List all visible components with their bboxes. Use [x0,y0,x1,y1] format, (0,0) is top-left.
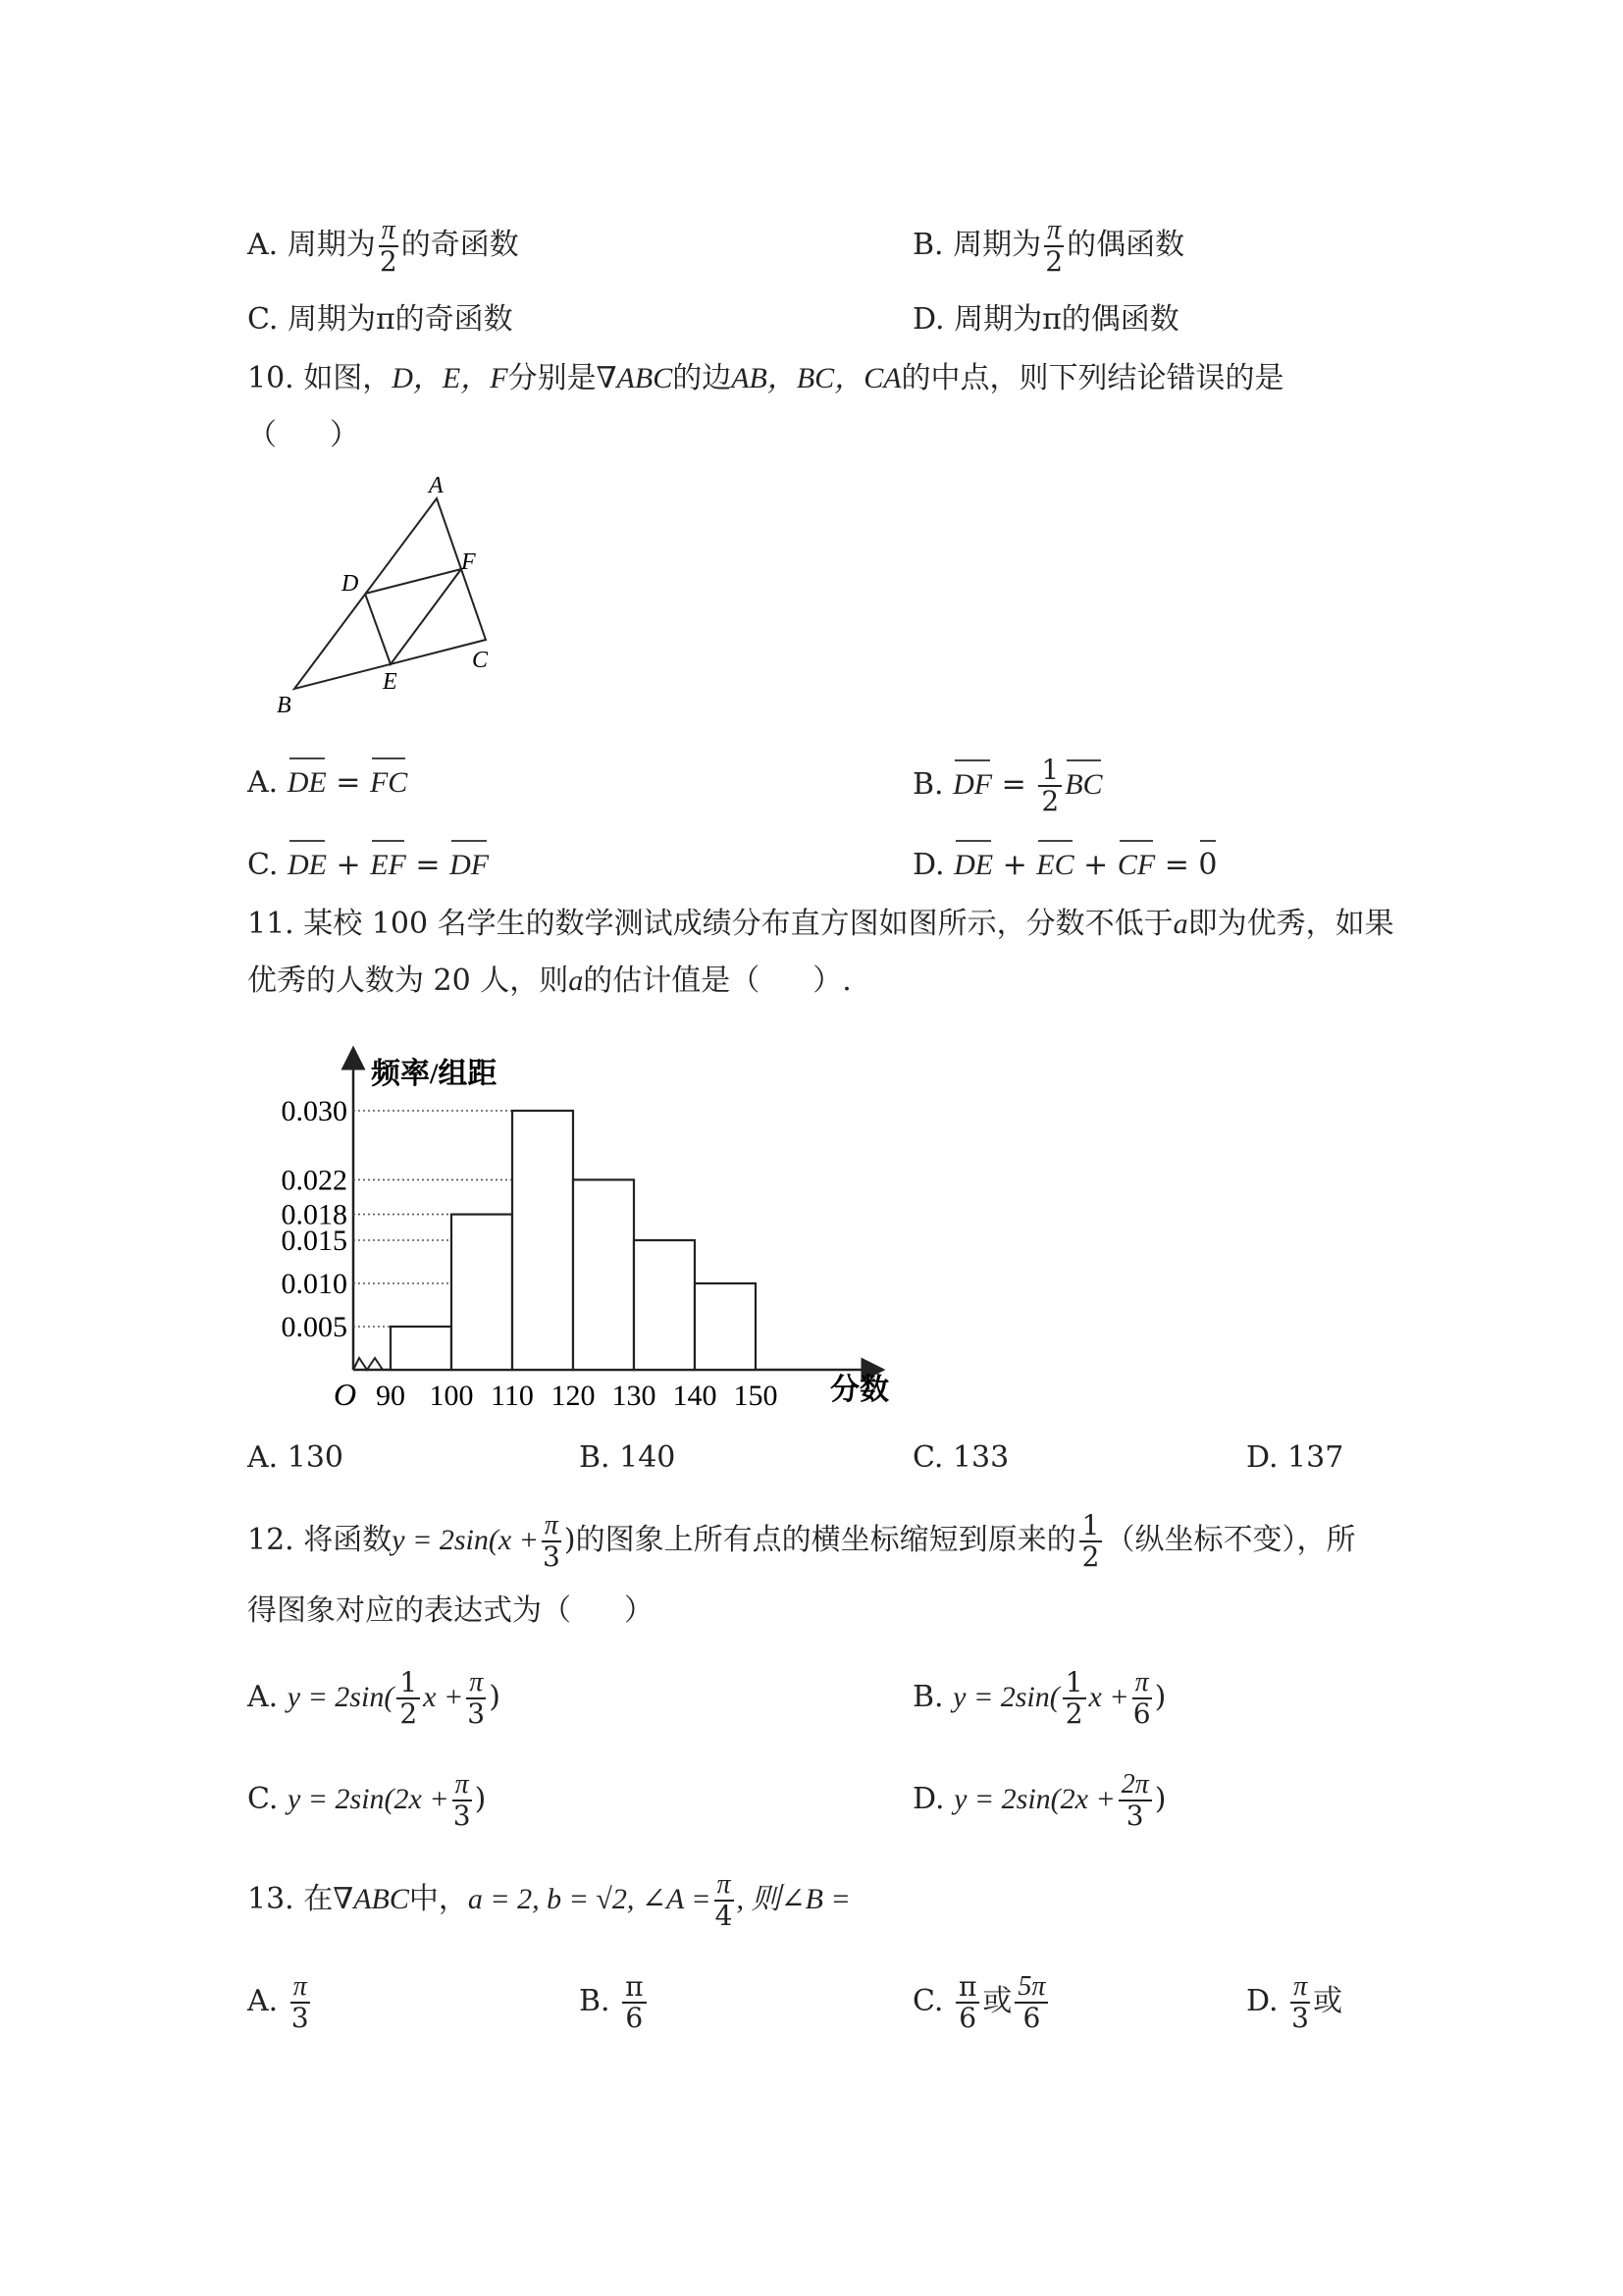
math-expr: , 则∠B = [736,1883,851,1915]
denominator: 2 [1045,245,1064,278]
y-tick-label: 0.010 [281,1268,347,1300]
stem-text: 某校 100 名学生的数学测试成绩分布直方图如图所示，分数不低于 [303,907,1174,941]
numerator: π [956,1972,979,2004]
option-text: 或 [982,1984,1013,2018]
option-letter: B. [913,228,944,262]
option-text: 的偶函数 [1067,228,1185,262]
x-tick-label: 150 [733,1380,778,1412]
stem-text: 即为优秀，如果 [1187,907,1394,941]
numerator: 2π [1119,1770,1152,1801]
math-expr: y = 2sin(2x + [954,1783,1116,1815]
q10-option-b: B. DF = $\frac{1}{2}$ BC [913,754,1103,817]
fraction [1132,1668,1152,1729]
option-letter: A. [247,765,279,800]
numerator: π [1044,216,1064,247]
fraction [1044,216,1064,277]
numerator: 1 [396,1668,420,1699]
denominator: 3 [542,1540,560,1573]
q12-stem-line2 [247,1592,654,1631]
vector: EF [370,846,406,885]
fraction [1290,1972,1310,2033]
histogram-bar [512,1111,573,1370]
option-letter: D. [913,848,945,882]
label-e: E [383,669,397,695]
label-d: D [341,571,359,597]
histogram-bar [451,1215,512,1370]
option-text: 周期为π的奇函数 [287,302,513,337]
denominator: 3 [1291,2002,1309,2034]
y-tick-label: 0.005 [281,1311,347,1343]
math-expr: y = 2sin(2x + [287,1783,449,1815]
option-letter: A. [247,1984,279,2018]
denominator: 2 [1041,785,1060,817]
stem-text: 将函数 [303,1523,393,1557]
denominator: 2 [399,1697,418,1730]
stem-text: 的图象上所有点的横坐标缩短到原来的 [575,1523,1076,1557]
denominator: 3 [467,1697,486,1730]
label-c: C [472,648,489,673]
q10-option-c: C. DE + EF = DF [247,846,489,885]
histogram-bar [391,1327,451,1370]
numerator: 5π [1015,1972,1048,2004]
axis-break [353,1358,383,1370]
fraction [956,1972,979,2033]
denominator: 4 [714,1900,733,1932]
histogram-bar [695,1283,756,1370]
math-var: a [568,965,584,997]
q13-option-b [579,1972,650,2033]
q9-option-d [913,300,1179,339]
numerator: π [1290,1972,1310,2004]
numerator: π [290,1972,310,2004]
option-letter: D. [913,302,945,337]
fraction [466,1668,486,1729]
denominator: 6 [1132,1697,1151,1730]
y-tick-label: 0.030 [281,1095,347,1127]
label-f: F [461,549,476,575]
stem-text: 在 [303,1882,334,1916]
stem-text: 分别是 [507,361,597,395]
q9-option-b [913,216,1184,277]
math-triangle: ∇ABC [333,1883,409,1915]
option-text: 周期为 [953,228,1042,262]
option-letter: C. [247,302,279,337]
q13-stem [247,1870,851,1931]
q12-option-a [247,1668,500,1729]
denominator: 3 [1126,1800,1144,1832]
q11-option-c: C. 133 [913,1440,1010,1475]
stem-text: 的估计值是（ [583,964,760,998]
question-number: 10. [247,361,294,395]
vector: EC [1036,846,1073,885]
fraction [622,1972,646,2033]
vector: CF [1118,846,1155,885]
vector: DE [954,846,993,885]
q13-option-c [913,1972,1051,2033]
option-letter: B. [579,1984,610,2018]
math-points: D，E，F [392,362,508,394]
x-tick-label: 130 [611,1380,656,1412]
vector: DE [288,763,327,803]
label-b: B [277,693,291,718]
vector: DE [288,846,327,885]
q12-option-c [247,1770,486,1831]
option-letter: A. [247,1680,279,1714]
math-expr: a = 2, b = √2, ∠A = [467,1883,711,1915]
x-axis-title: 分数 [830,1374,889,1406]
math-expr: y = 2sin(x + [392,1524,539,1556]
vector: FC [370,763,407,803]
option-letter: C. [247,848,279,882]
numerator: 1 [1038,756,1062,787]
numerator: 1 [1063,1668,1086,1699]
denominator: 6 [625,2002,644,2034]
option-letter: B. [913,767,944,802]
math-sides: AB，BC，CA [731,362,902,394]
denominator: 6 [959,2002,977,2034]
q10-stem [247,359,1284,398]
numerator: π [542,1511,561,1542]
origin-label: O [334,1377,357,1412]
denominator: 2 [379,245,397,278]
math-expr: ) [1154,1680,1167,1714]
q13-option-d [1246,1972,1342,2033]
math-expr: x + [1088,1681,1129,1713]
q9-option-a [247,216,519,277]
x-tick-label: 110 [491,1380,534,1412]
q11-option-d: D. 137 [1246,1440,1344,1475]
histogram-bar [634,1240,695,1370]
numerator: π [1132,1668,1152,1699]
x-tick-label: 140 [672,1380,717,1412]
option-text: 或 [1313,1984,1343,2018]
denominator: 6 [1022,2002,1041,2034]
math-expr: y = 2sin( [953,1681,1060,1713]
stem-text: 得图象对应的表达式为（ [247,1593,571,1628]
fraction [379,216,398,277]
math-expr: ) [474,1782,487,1816]
q12-option-b [913,1668,1166,1729]
option-letter: C. [247,1782,279,1816]
stem-text: 的边 [672,361,732,395]
y-tick-label: 0.015 [281,1225,347,1257]
math-expr: y = 2sin( [287,1681,394,1713]
fraction [1119,1770,1152,1831]
q11-option-a: A. 130 [247,1440,343,1475]
question-number: 13. [247,1882,294,1916]
option-text: 周期为π的偶函数 [954,302,1179,337]
zero-vector: 0 [1198,846,1217,885]
x-tick-label: 90 [376,1380,405,1412]
option-letter: C. [913,1984,944,2018]
paren: ） [330,418,359,452]
q12-option-d [913,1770,1166,1831]
fraction [452,1770,472,1831]
fraction [290,1972,310,2033]
math-var: a [1173,908,1188,940]
q11-stem-line2 [247,962,852,1001]
histogram-chart [255,1040,922,1423]
fraction [542,1511,561,1572]
x-tick-label: 100 [429,1380,474,1412]
numerator: 1 [1079,1511,1103,1542]
stem-text: 如图， [303,361,393,395]
option-letter: D. [913,1782,945,1816]
q9-option-c [247,300,513,339]
stem-text: 优秀的人数为 20 人，则 [247,964,569,998]
x-tick-label: 120 [550,1380,596,1412]
stem-text: ） [624,1593,654,1628]
histogram-bar [573,1179,634,1370]
option-text: 的奇函数 [400,228,519,262]
fraction [1038,756,1062,816]
numerator: π [452,1770,472,1801]
denominator: 3 [452,1800,471,1832]
q10-option-d: D. DE + EC + CF = 0 [913,846,1218,885]
y-tick-label: 0.022 [281,1164,347,1197]
fraction [714,1870,734,1931]
denominator: 2 [1065,1697,1083,1730]
math-expr: ) [489,1680,500,1714]
denominator: 2 [1081,1540,1100,1573]
vector: DF [953,765,992,805]
numerator: π [379,216,398,247]
label-a: A [429,473,444,498]
denominator: 3 [290,2002,309,2034]
triangle-figure [265,471,500,726]
math-expr: ) [563,1523,576,1557]
stem-text: ）. [812,964,852,998]
question-number: 11. [247,907,294,941]
numerator: π [714,1870,734,1902]
vector: DF [449,846,489,885]
fraction [1079,1511,1103,1572]
q10-option-a: A. DE = FC [247,763,407,803]
q10-answer-paren [247,416,359,455]
option-letter: B. [913,1680,944,1714]
q11-option-b: B. 140 [579,1440,676,1475]
fraction [396,1668,420,1729]
stem-text: 的中点，则下列结论错误的是 [901,361,1284,395]
option-text: 周期为 [287,228,376,262]
math-triangle: ∇ABC [596,362,673,394]
math-expr: x + [423,1681,464,1713]
fraction [1063,1668,1086,1729]
y-tick-label: 0.018 [281,1198,347,1231]
q13-option-a [247,1972,313,2033]
paren: （ [247,418,277,452]
numerator: π [466,1668,486,1699]
stem-text: 中， [408,1882,468,1916]
math-expr: ) [1154,1782,1167,1816]
option-letter: D. [1246,1984,1279,2018]
question-number: 12. [247,1523,294,1557]
q11-stem-line1 [247,905,1394,944]
stem-text: （纵坐标不变），所 [1105,1523,1356,1557]
q12-stem-line1 [247,1511,1355,1572]
y-axis-title: 频率/组距 [371,1058,497,1090]
numerator: π [622,1972,646,2004]
option-letter: A. [247,228,279,262]
vector: BC [1065,765,1102,805]
fraction [1015,1972,1048,2033]
